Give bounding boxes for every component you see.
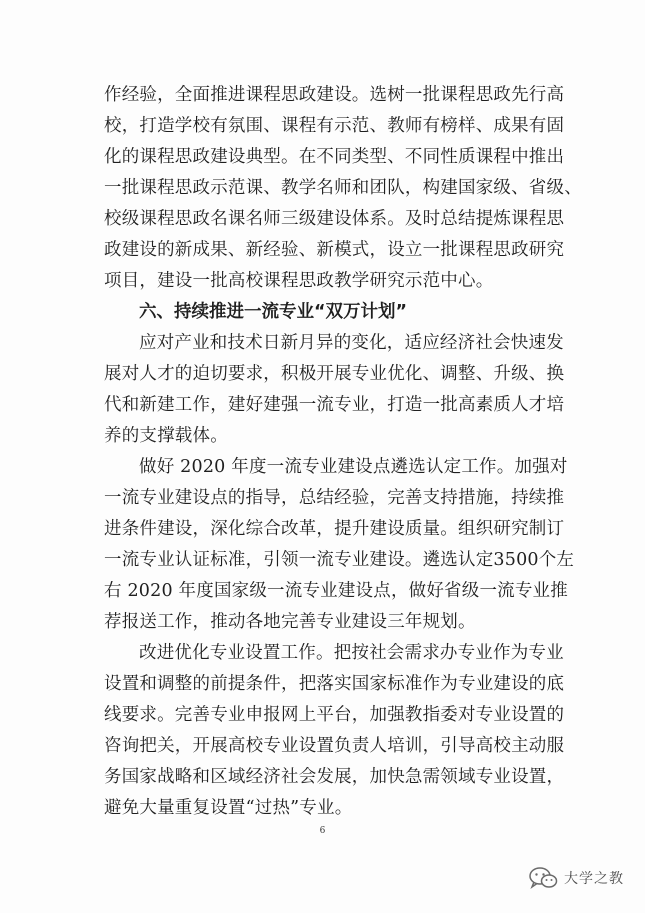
text-line: 养的支撑载体。 [104,426,228,446]
wechat-icon [528,866,558,890]
section-heading: 六、持续推进一流专业“双万计划” [139,302,408,322]
text-line: 右 2020 年度国家级一流专业建设点，做好省级一流专业推 [104,581,568,601]
text-line: 荐报送工作，推动各地完善专业建设三年规划。 [104,612,476,632]
text-line: 一批课程思政示范课、教学名师和团队，构建国家级、省级、 [104,178,582,198]
text-line: 做好 2020 年度一流专业建设点遴选认定工作。加强对 [139,457,568,477]
text-line: 进条件建设，深化综合改革，提升建设质量。组织研究制订 [104,519,565,539]
text-line: 作经验，全面推进课程思政建设。选树一批课程思政先行高 [104,85,565,105]
page-number: 6 [319,826,326,836]
text-line: 咨询把关，开展高校专业设置负责人培训，引导高校主动服 [104,736,565,756]
text-line: 政建设的新成果、新经验、新模式，设立一批课程思政研究 [104,240,565,260]
text-line: 校，打造学校有氛围、课程有示范、教师有榜样、成果有固 [104,116,565,136]
text-line: 务国家战略和区域经济社会发展，加快急需领域专业设置， [104,767,565,787]
watermark-text: 大学之教 [564,871,624,887]
watermark [528,866,624,890]
text-line: 线要求。完善专业申报网上平台，加强教指委对专业设置的 [104,705,565,725]
text-line: 设置和调整的前提条件，把落实国家标准作为专业建设的底 [104,674,565,694]
text-line: 应对产业和技术日新月异的变化，适应经济社会快速发 [139,333,564,353]
text-line: 一流专业认证标准，引领一流专业建设。遴选认定3500个左 [104,550,575,570]
text-line: 避免大量重复设置“过热”专业。 [104,798,353,818]
text-line: 化的课程思政建设典型。在不同类型、不同性质课程中推出 [104,147,565,167]
text-line: 展对人才的迫切要求，积极开展专业优化、调整、升级、换 [104,364,565,384]
text-line: 代和新建工作，建好建强一流专业，打造一批高素质人才培 [104,395,565,415]
text-line: 改进优化专业设置工作。把按社会需求办专业作为专业 [139,643,564,663]
text-line: 校级课程思政名课名师三级建设体系。及时总结提炼课程思 [104,209,565,229]
text-line: 项目，建设一批高校课程思政教学研究示范中心。 [104,271,494,291]
text-line: 一流专业建设点的指导，总结经验，完善支持措施，持续推 [104,488,565,508]
